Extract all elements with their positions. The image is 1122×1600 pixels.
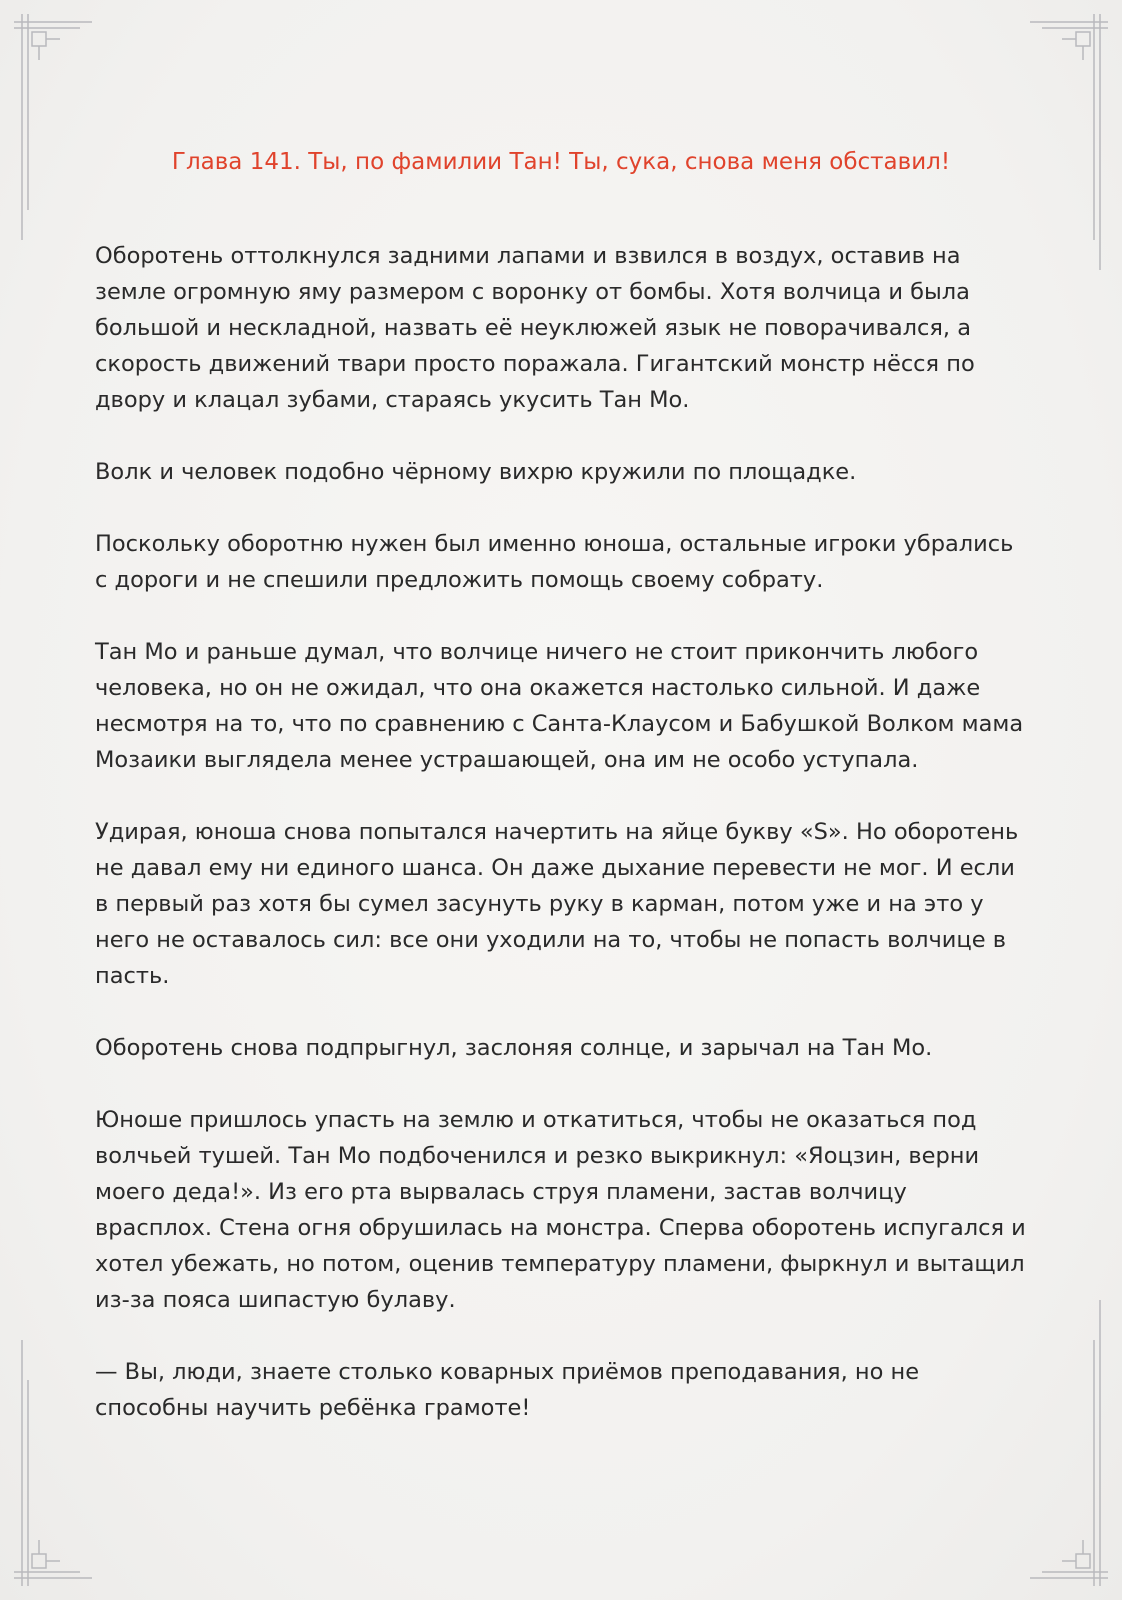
paragraph: Юноше пришлось упасть на землю и откатиться, чтобы не оказаться под волчьей тушей. Тан Мо подбоченился и резко выкрикнул: «Яоцзин, верни моего деда!». Из его рта вырвалась струя пламени, застав волчицу врасплох. Стена огня обрушилась на монстра. Сперва оборотень испугался и хотел убежать, но потом, оценив температуру пламени, фыркнул и вытащил из-за пояса шипастую булаву. [95, 1107, 1026, 1313]
paragraph: Оборотень оттолкнулся задними лапами и взвился в воздух, оставив на земле огромную яму размером с воронку от бомбы. Хотя волчица и была большой и нескладной, назвать её неуклюжей язык не поворачивался, а скорость движений твари просто поражала. Гигантский монстр нёсся по двору и клацал зубами, стараясь укусить Тан Мо. [95, 243, 975, 413]
chapter-body [95, 238, 1027, 1462]
paragraph: Оборотень снова подпрыгнул, заслоняя солнце, и зарычал на Тан Мо. [95, 1035, 933, 1061]
paragraph: Тан Мо и раньше думал, что волчице ничего не стоит прикончить любого человека, но он не ожидал, что она окажется настолько сильной. И даже несмотря на то, что по сравнению с Санта-Клаусом и Бабушкой Волком мама Мозаики выглядела менее устрашающей, она им не особо уступала. [95, 639, 1024, 773]
paragraph: Волк и человек подобно чёрному вихрю кружили по площадке. [95, 459, 857, 485]
paragraph: Поскольку оборотню нужен был именно юноша, остальные игроки убрались с дороги и не спешили предложить помощь своему собрату. [95, 531, 1014, 593]
paragraph: — Вы, люди, знаете столько коварных приёмов преподавания, но не способны научить ребёнка грамоте! [95, 1359, 920, 1421]
chapter-title: Глава 141. Ты, по фамилии Тан! Ты, сука, снова меня обставил! [171, 149, 951, 175]
paragraph: Удирая, юноша снова попытался начертить на яйце букву «S». Но оборотень не давал ему ни единого шанса. Он даже дыхание перевести не мог. И если в первый раз хотя бы сумел засунуть руку в карман, потом уже и на это у него не оставалось сил: все они уходили на то, чтобы не попасть волчице в пасть. [95, 819, 1019, 989]
